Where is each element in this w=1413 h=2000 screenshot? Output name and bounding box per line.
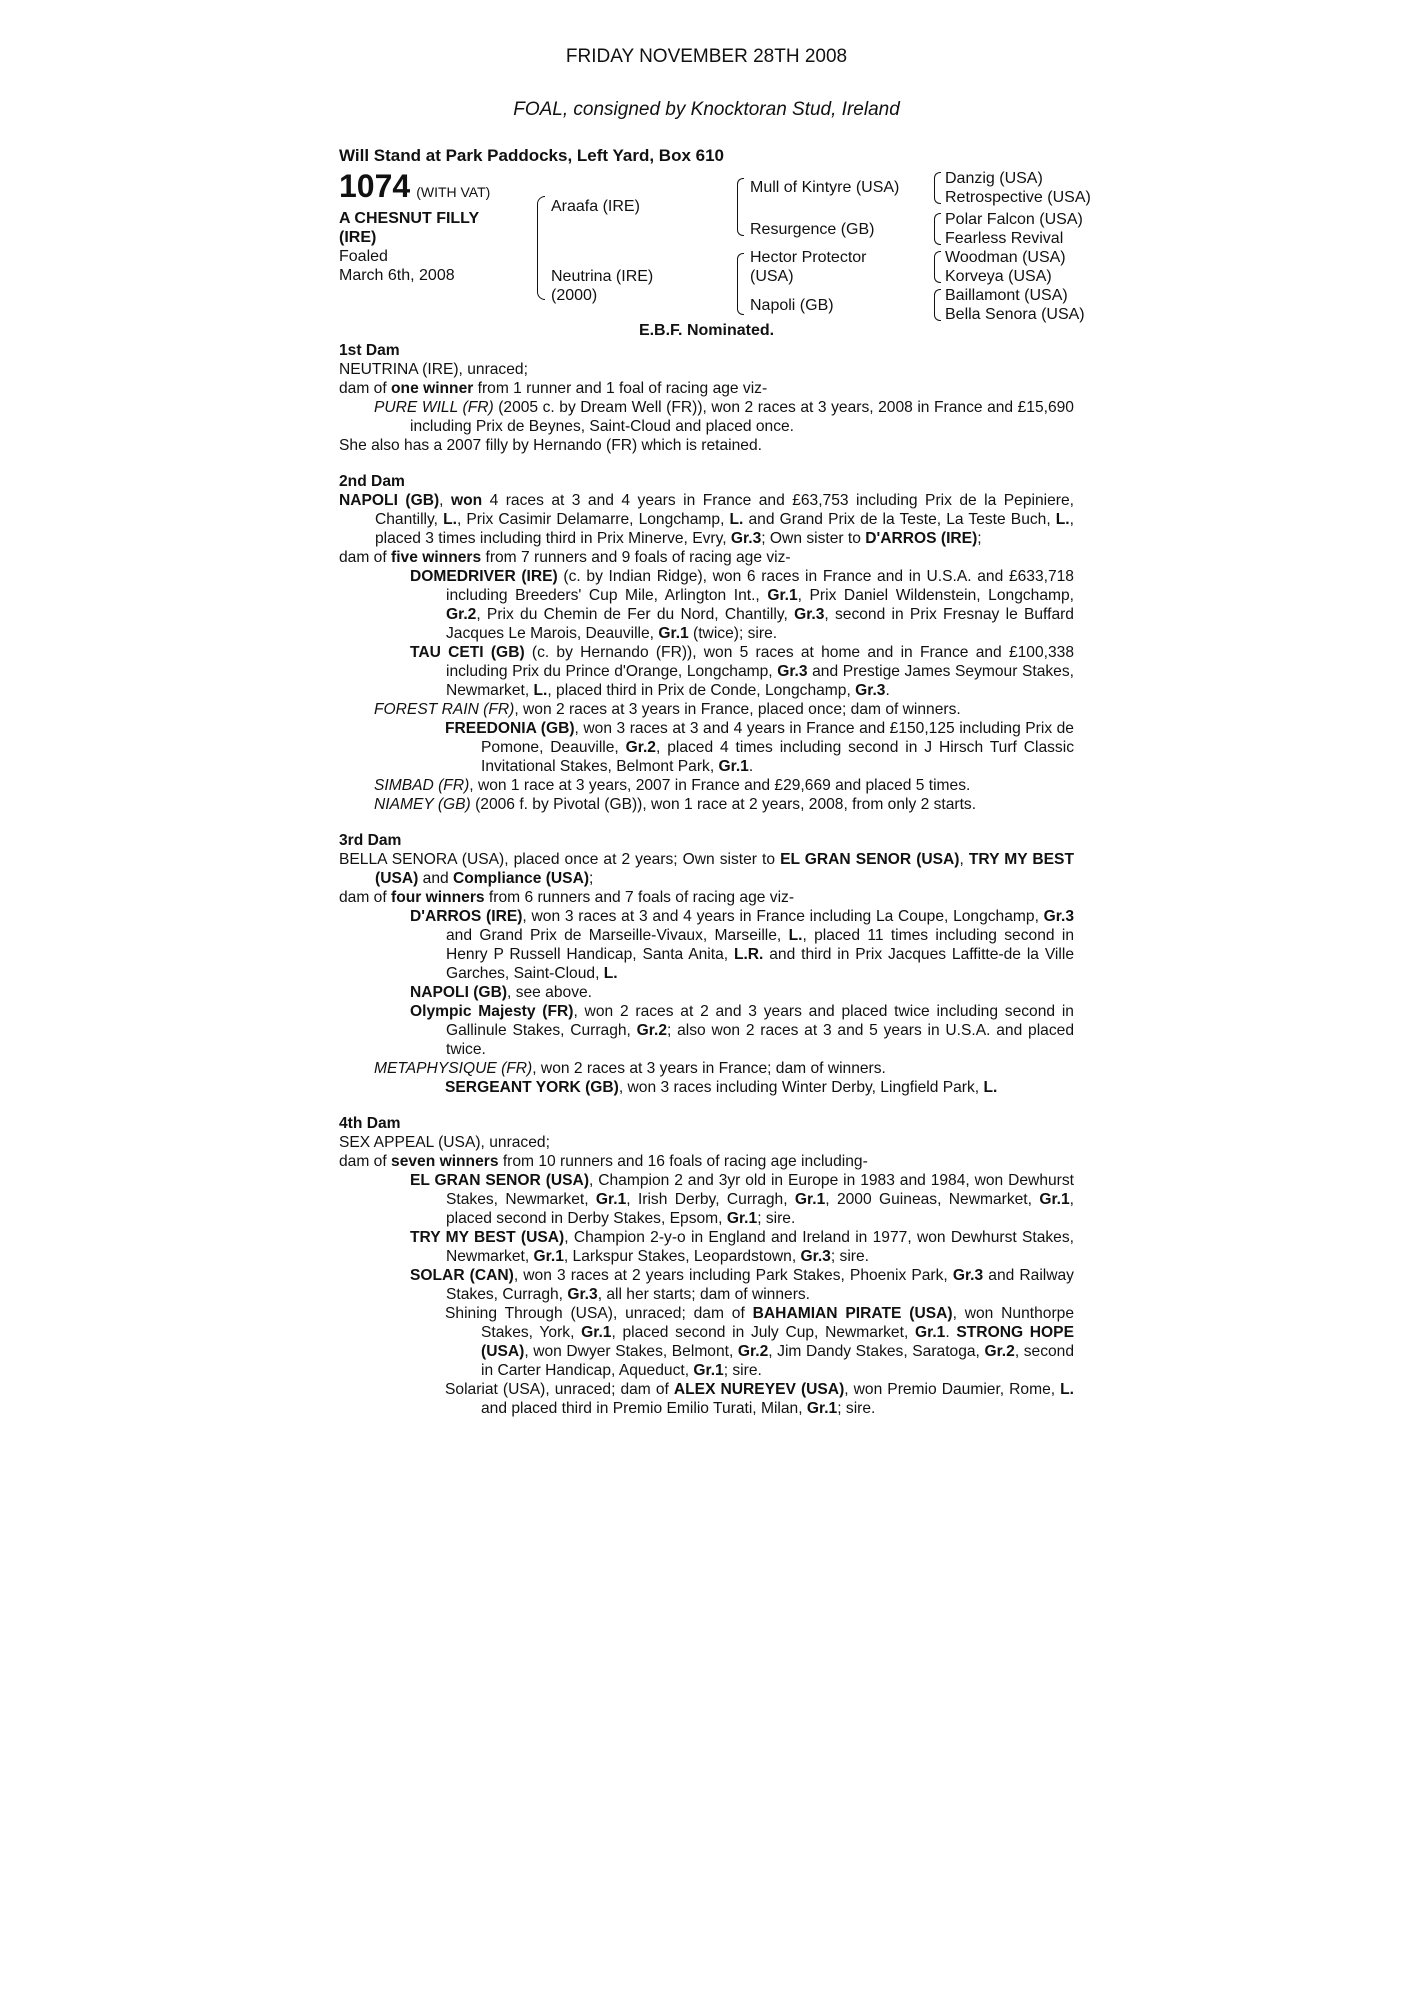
- dam2-foal-tau-ceti: TAU CETI (GB) (c. by Hernando (FR)), won 5 races at home and in France and £100,338 including Prix du Prince d'Orange, Longchamp, Gr.3 and Prestige James Seymour Stakes, Newmarket, L., placed third in Prix de Conde, Longchamp, Gr.3.: [410, 644, 1074, 699]
- dam2-grandfoal-freedonia: FREEDONIA (GB), won 3 races at 3 and 4 years in France and £150,125 including Prix de Pomone, Deauville, Gr.2, placed 4 times including second in J Hirsch Turf Classic Invitational Stakes, Belmont Park, Gr.1.: [445, 720, 1074, 775]
- pedigree-brace-main: [537, 196, 545, 300]
- catalogue-body: [339, 341, 1074, 1418]
- pedigree-brace-g34: [934, 213, 941, 245]
- pedigree-g6: Korveya (USA): [945, 268, 1052, 285]
- foaled-date: March 6th, 2008: [339, 267, 455, 284]
- pedigree-dam-year: (2000): [551, 287, 598, 304]
- dam3-foal-darros: D'ARROS (IRE), won 3 races at 3 and 4 years in France including La Coupe, Longchamp, Gr.3 and Grand Prix de Marseille-Vivaux, Marseille, L., placed 11 times including second in Henry P Russell Handicap, Santa Anita, L.R. and third in Prix Jacques Laffitte-de la Ville Garches, Saint-Cloud, L.: [410, 908, 1074, 982]
- dam2-foal-forest-rain: FOREST RAIN (FR), won 2 races at 3 years in France, placed once; dam of winners.: [374, 701, 961, 718]
- vat-label: (WITH VAT): [416, 184, 491, 200]
- dam1-note: She also has a 2007 filly by Hernando (FR) which is retained.: [339, 437, 762, 454]
- dam1-foal-pure-will: PURE WILL (FR) (2005 c. by Dream Well (FR)), won 2 races at 3 years, 2008 in France and £15,690 including Prix de Beynes, Saint-Cloud and placed once.: [374, 399, 1074, 435]
- dam1-line: NEUTRINA (IRE), unraced;: [339, 361, 528, 378]
- lot-number-value: 1074: [339, 168, 411, 204]
- pedigree-dam: Neutrina (IRE): [551, 268, 654, 285]
- lot-description-2: (IRE): [339, 229, 377, 246]
- dam3-bella-senora: BELLA SENORA (USA), placed once at 2 years; Own sister to EL GRAN SENOR (USA), TRY MY BEST (USA) and Compliance (USA);: [339, 851, 1074, 887]
- section-heading-4th-dam: 4th Dam: [339, 1115, 401, 1132]
- pedigree-brace-dam: [737, 253, 744, 315]
- pedigree-brace-sire: [737, 178, 744, 236]
- section-heading-2nd-dam: 2nd Dam: [339, 473, 405, 490]
- dam2-napoli: NAPOLI (GB), won 4 races at 3 and 4 years in France and £63,753 including Prix de la Pepiniere, Chantilly, L., Prix Casimir Delamarre, Longchamp, L. and Grand Prix de la Teste, La Teste Buch, L., placed 3 times including third in Prix Minerve, Evry, Gr.3; Own sister to D'ARROS (IRE);: [339, 492, 1074, 547]
- pedigree-g4: Fearless Revival: [945, 230, 1064, 247]
- pedigree-dam-dam: Napoli (GB): [750, 297, 834, 314]
- dam3-foal-olympic-majesty: Olympic Majesty (FR), won 2 races at 2 and 3 years and placed twice including second in Gallinule Stakes, Curragh, Gr.2; also won 2 races at 3 and 5 years in U.S.A. and placed twice.: [410, 1003, 1074, 1058]
- dam2-foal-simbad: SIMBAD (FR), won 1 race at 3 years, 2007 in France and £29,669 and placed 5 times.: [374, 777, 971, 794]
- dam4-foal-try-my-best: TRY MY BEST (USA), Champion 2-y-o in England and Ireland in 1977, won Dewhurst Stakes, Newmarket, Gr.1, Larkspur Stakes, Leopardstown, Gr.3; sire.: [410, 1229, 1074, 1265]
- pedigree-sire-dam: Resurgence (GB): [750, 221, 875, 238]
- sale-date: FRIDAY NOVEMBER 28TH 2008: [565, 46, 848, 67]
- pedigree-brace-g12: [934, 172, 941, 204]
- pedigree-brace-g78: [934, 289, 941, 321]
- dam2-foal-niamey: NIAMEY (GB) (2006 f. by Pivotal (GB)), won 1 race at 2 years, 2008, from only 2 starts.: [374, 796, 977, 813]
- dam4-grandfoal-shining-through: Shining Through (USA), unraced; dam of BAHAMIAN PIRATE (USA), won Nunthorpe Stakes, York, Gr.1, placed second in July Cup, Newmarket, Gr.1. STRONG HOPE (USA), won Dwyer Stakes, Belmont, Gr.2, Jim Dandy Stakes, Saratoga, Gr.2, second in Carter Handicap, Aqueduct, Gr.1; sire.: [445, 1305, 1075, 1379]
- pedigree-dam-sire-1: Hector Protector: [750, 249, 867, 266]
- dam3-foal-metaphysique: METAPHYSIQUE (FR), won 2 races at 3 years in France; dam of winners.: [374, 1060, 886, 1077]
- pedigree-dam-sire-2: (USA): [750, 268, 794, 285]
- pedigree-g5: Woodman (USA): [945, 249, 1066, 266]
- pedigree-g3: Polar Falcon (USA): [945, 211, 1083, 228]
- dam4-grandfoal-solariat: Solariat (USA), unraced; dam of ALEX NUREYEV (USA), won Premio Daumier, Rome, L. and placed third in Premio Emilio Turati, Milan, Gr.1; sire.: [445, 1381, 1074, 1417]
- pedigree-g8: Bella Senora (USA): [945, 306, 1085, 323]
- pedigree-sire-sire: Mull of Kintyre (USA): [750, 179, 900, 196]
- pedigree-g7: Baillamont (USA): [945, 287, 1068, 304]
- stand-location: Will Stand at Park Paddocks, Left Yard, Box 610: [339, 146, 724, 165]
- dam3-foal-napoli: NAPOLI (GB), see above.: [410, 984, 592, 1001]
- dam3-produce: dam of four winners from 6 runners and 7 foals of racing age viz-: [339, 889, 795, 906]
- consignment-line: FOAL, consigned by Knocktoran Stud, Ireland: [513, 99, 900, 120]
- dam4-foal-el-gran-senor: EL GRAN SENOR (USA), Champion 2 and 3yr old in Europe in 1983 and 1984, won Dewhurst Stakes, Newmarket, Gr.1, Irish Derby, Curragh, Gr.1, 2000 Guineas, Newmarket, Gr.1, placed second in Derby Stakes, Epsom, Gr.1; sire.: [410, 1172, 1075, 1227]
- dam3-grandfoal-sergeant-york: SERGEANT YORK (GB), won 3 races including Winter Derby, Lingfield Park, L.: [445, 1079, 998, 1096]
- pedigree-sire: Araafa (IRE): [551, 198, 640, 215]
- dam4-sex-appeal: SEX APPEAL (USA), unraced;: [339, 1134, 550, 1151]
- dam4-foal-solar: SOLAR (CAN), won 3 races at 2 years including Park Stakes, Phoenix Park, Gr.3 and Railway Stakes, Curragh, Gr.3, all her starts; dam of winners.: [410, 1267, 1074, 1303]
- ebf-nomination: E.B.F. Nominated.: [638, 322, 775, 339]
- pedigree-g2: Retrospective (USA): [945, 189, 1091, 206]
- section-heading-3rd-dam: 3rd Dam: [339, 832, 402, 849]
- dam1-produce: dam of one winner from 1 runner and 1 foal of racing age viz-: [339, 380, 768, 397]
- section-heading-1st-dam: 1st Dam: [339, 342, 400, 359]
- lot-number: [339, 168, 490, 205]
- dam2-produce: dam of five winners from 7 runners and 9 foals of racing age viz-: [339, 549, 791, 566]
- lot-description-1: A CHESNUT FILLY: [339, 210, 480, 227]
- foaled-label: Foaled: [339, 248, 388, 265]
- dam2-foal-domedriver: DOMEDRIVER (IRE) (c. by Indian Ridge), won 6 races in France and in U.S.A. and £633,718 including Breeders' Cup Mile, Arlington Int., Gr.1, Prix Daniel Wildenstein, Longchamp, Gr.2, Prix du Chemin de Fer du Nord, Chantilly, Gr.3, second in Prix Fresnay le Buffard Jacques Le Marois, Deauville, Gr.1 (twice); sire.: [410, 568, 1074, 642]
- dam4-produce: dam of seven winners from 10 runners and 16 foals of racing age including-: [339, 1153, 868, 1170]
- pedigree-g1: Danzig (USA): [945, 170, 1043, 187]
- pedigree-brace-g56: [934, 251, 941, 283]
